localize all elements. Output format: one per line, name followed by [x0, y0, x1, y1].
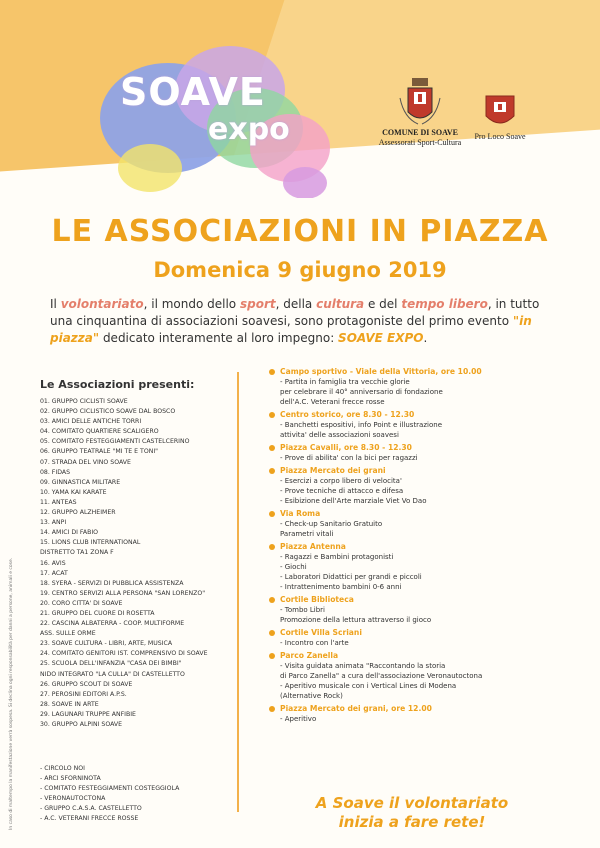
association-item: 18. SYERA - SERVIZI DI PUBBLICA ASSISTENZA — [40, 579, 184, 587]
bullet-dot-icon — [269, 706, 275, 712]
event-activity: attivita' delle associazioni soavesi — [280, 431, 399, 439]
event-activity: - Prove tecniche di attacco e difesa — [280, 487, 404, 495]
bullet-dot-icon — [269, 412, 275, 418]
event-activity: dell'A.C. Veterani frecce rosse — [280, 398, 385, 406]
association-item: DISTRETTO TA1 ZONA F — [40, 549, 114, 557]
event-location: Piazza Cavalli, ore 8.30 - 12.30 — [280, 443, 412, 452]
event-item — [280, 594, 570, 625]
event-item — [280, 366, 570, 407]
bullet-dot-icon — [269, 544, 275, 550]
association-item: 25. SCUOLA DELL'INFANZIA "CASA DEI BIMBI" — [40, 660, 182, 668]
event-activity: - Aperitivo — [280, 715, 317, 723]
association-extra-item: - CIRCOLO NOI — [40, 765, 85, 772]
event-item — [280, 627, 570, 648]
association-item: 06. GRUPPO TEATRALE "MI TE E TONI" — [40, 448, 159, 456]
associations-list — [40, 397, 250, 730]
association-item: 01. GRUPPO CICLISTI SOAVE — [40, 398, 128, 405]
association-item: 17. ACAT — [40, 569, 68, 577]
logo-title: SOAVE — [120, 70, 266, 114]
event-activity: di Parco Zanella" a cura dell'associazione Veronautoctona — [280, 672, 483, 680]
event-activity: - Esibizione dell'Arte marziale Viet Vo Dao — [280, 497, 427, 505]
association-item: 14. AMICI DI FABIO — [40, 529, 99, 537]
event-location: Piazza Mercato dei grani, ore 12.00 — [280, 704, 432, 713]
word-volontariato: volontariato — [60, 297, 144, 311]
bullet-dot-icon — [269, 653, 275, 659]
event-activity: - Ragazzi e Bambini protagonisti — [280, 553, 394, 561]
association-item: 22. CASCINA ALBATERRA - COOP. MULTIFORME — [40, 620, 185, 628]
proloco-crest-icon — [480, 92, 520, 132]
association-item: 26. GRUPPO SCOUT DI SOAVE — [40, 680, 133, 688]
event-item — [280, 409, 570, 440]
event-location: Piazza Antenna — [280, 542, 346, 551]
association-item: 16. AVIS — [40, 559, 66, 567]
event-activity: - Intrattenimento bambini 0-6 anni — [280, 583, 402, 591]
event-location: Cortile Biblioteca — [280, 595, 354, 604]
intro-paragraph: Il volontariato, il mondo dello sport, della cultura e del tempo libero, in tutto una cinquantina di associazioni soavesi, sono protagoniste del primo evento "in piazza" dedicato interamente al loro impegno: SOAVE EXPO. — [50, 297, 540, 345]
association-extra-item: - GRUPPO C.A.S.A. CASTELLETTO — [40, 805, 142, 813]
comune-crest-icon — [390, 78, 450, 130]
association-item: 13. ANPI — [40, 519, 67, 527]
association-item: 28. SOAVE IN ARTE — [40, 700, 99, 708]
associations-heading: Le Associazioni presenti: — [40, 378, 195, 391]
event-location: Campo sportivo - Viale della Vittoria, ore 10.00 — [280, 367, 482, 376]
event-item — [280, 442, 570, 463]
event-item — [280, 541, 570, 592]
word-in-piazza: "in piazza" — [50, 314, 532, 345]
association-item: 30. GRUPPO ALPINI SOAVE — [40, 721, 123, 728]
association-item: 04. COMITATO QUARTIERE SCALIGERO — [40, 428, 159, 436]
bullet-dot-icon — [269, 445, 275, 451]
associations-extra-list — [40, 764, 250, 825]
proloco-name: Pro Loco Soave — [474, 132, 526, 141]
association-item: 23. SOAVE CULTURA - LIBRI, ARTE, MUSICA — [40, 640, 173, 648]
association-item: 07. STRADA DEL VINO SOAVE — [40, 458, 131, 466]
association-item: 21. GRUPPO DEL CUORE DI ROSETTA — [40, 609, 155, 617]
word-cultura: cultura — [316, 297, 365, 311]
bullet-dot-icon — [269, 597, 275, 603]
association-extra-item: - COMITATO FESTEGGIAMENTI COSTEGGIOLA — [40, 785, 180, 793]
association-item: NIDO INTEGRATO "LA CULLA" DI CASTELLETTO — [40, 670, 185, 678]
event-item — [280, 508, 570, 539]
disclaimer-note: In caso di maltempo la manifestazione verrà sospesa. Si declina ogni responsabilità per danni a persone, animali e cose. — [9, 557, 14, 830]
closing-slogan: A Soave il volontariato inizia a fare rete! — [315, 794, 509, 831]
association-extra-item: - VERONAUTOCTONA — [40, 795, 106, 803]
bullet-dot-icon — [269, 369, 275, 375]
association-item: 15. LIONS CLUB INTERNATIONAL — [40, 539, 141, 547]
event-date: Domenica 9 giugno 2019 — [153, 258, 447, 282]
word-soave-expo: SOAVE EXPO — [338, 331, 424, 345]
comune-dept: Assessorati Sport-Cultura — [378, 138, 462, 147]
association-item: 24. COMITATO GENITORI IST. COMPRENSIVO DI SOAVE — [40, 650, 208, 658]
bullet-dot-icon — [269, 511, 275, 517]
association-item: 20. CORO CITTA' DI SOAVE — [40, 599, 123, 607]
event-location: Centro storico, ore 8.30 - 12.30 — [280, 410, 415, 419]
event-activity: per celebrare il 40° anniversario di fondazione — [280, 388, 443, 396]
event-activity: - Visita guidata animata "Raccontando la storia — [280, 662, 446, 670]
logo-subtitle: expo — [208, 112, 290, 147]
event-item — [280, 650, 570, 701]
event-location: Piazza Mercato dei grani — [280, 466, 386, 475]
event-location: Via Roma — [280, 509, 321, 518]
event-activity: - Aperitivo musicale con i Vertical Lines di Modena — [280, 682, 457, 690]
association-item: 11. ANTEAS — [40, 498, 77, 506]
association-item: 05. COMITATO FESTEGGIAMENTI CASTELCERINO — [40, 438, 190, 446]
event-activity: - Esercizi a corpo libero di velocita' — [280, 477, 402, 485]
bullet-dot-icon — [269, 468, 275, 474]
association-item: 09. GINNASTICA MILITARE — [40, 478, 121, 486]
word-tempo-libero: tempo libero — [401, 297, 488, 311]
association-item: 02. GRUPPO CICLISTICO SOAVE DAL BOSCO — [40, 408, 176, 416]
comune-name: COMUNE DI SOAVE — [382, 128, 458, 137]
association-item: 29. LAGUNARI TRUPPE ANFIBIE — [40, 710, 136, 718]
event-location: Parco Zanella — [280, 651, 339, 660]
event-location: Cortile Villa Scriani — [280, 628, 362, 637]
event-activity: - Giochi — [280, 563, 307, 571]
event-activity: - Laboratori Didattici per grandi e piccoli — [280, 573, 422, 581]
association-item: 03. AMICI DELLE ANTICHE TORRI — [40, 418, 142, 426]
association-item: 08. FIDAS — [40, 468, 71, 476]
event-activity: - Banchetti espositivi, info Point e illustrazione — [280, 421, 442, 429]
association-item: 10. YAMA KAI KARATE — [40, 488, 107, 496]
event-activity: - Partita in famiglia tra vecchie glorie — [280, 378, 410, 386]
association-item: ASS. SULLE ORME — [40, 630, 96, 638]
word-sport: sport — [239, 297, 276, 311]
event-item — [280, 465, 570, 506]
event-activity: - Tombo Libri — [280, 606, 326, 614]
events-program — [280, 366, 570, 726]
association-item: 12. GRUPPO ALZHEIMER — [40, 509, 116, 517]
event-activity: (Alternative Rock) — [280, 692, 343, 700]
event-item — [280, 703, 570, 724]
association-item: 19. CENTRO SERVIZI ALLA PERSONA "SAN LORENZO" — [40, 589, 206, 597]
event-activity: Parametri vitali — [280, 530, 334, 538]
poster-title: LE ASSOCIAZIONI IN PIAZZA — [51, 214, 549, 249]
bullet-dot-icon — [269, 630, 275, 636]
event-activity: - Prove di abilita' con la bici per ragazzi — [280, 454, 418, 462]
event-activity: - Incontro con l'arte — [280, 639, 349, 647]
association-extra-item: - ARCI SFORNINOTA — [40, 775, 101, 783]
association-extra-item: - A.C. VETERANI FRECCE ROSSE — [40, 815, 139, 823]
event-activity: - Check-up Sanitario Gratuito — [280, 520, 383, 528]
association-item: 27. PEROSINI EDITORI A.P.S. — [40, 690, 127, 698]
event-activity: Promozione della lettura attraverso il gioco — [280, 616, 432, 624]
column-divider — [237, 372, 239, 812]
